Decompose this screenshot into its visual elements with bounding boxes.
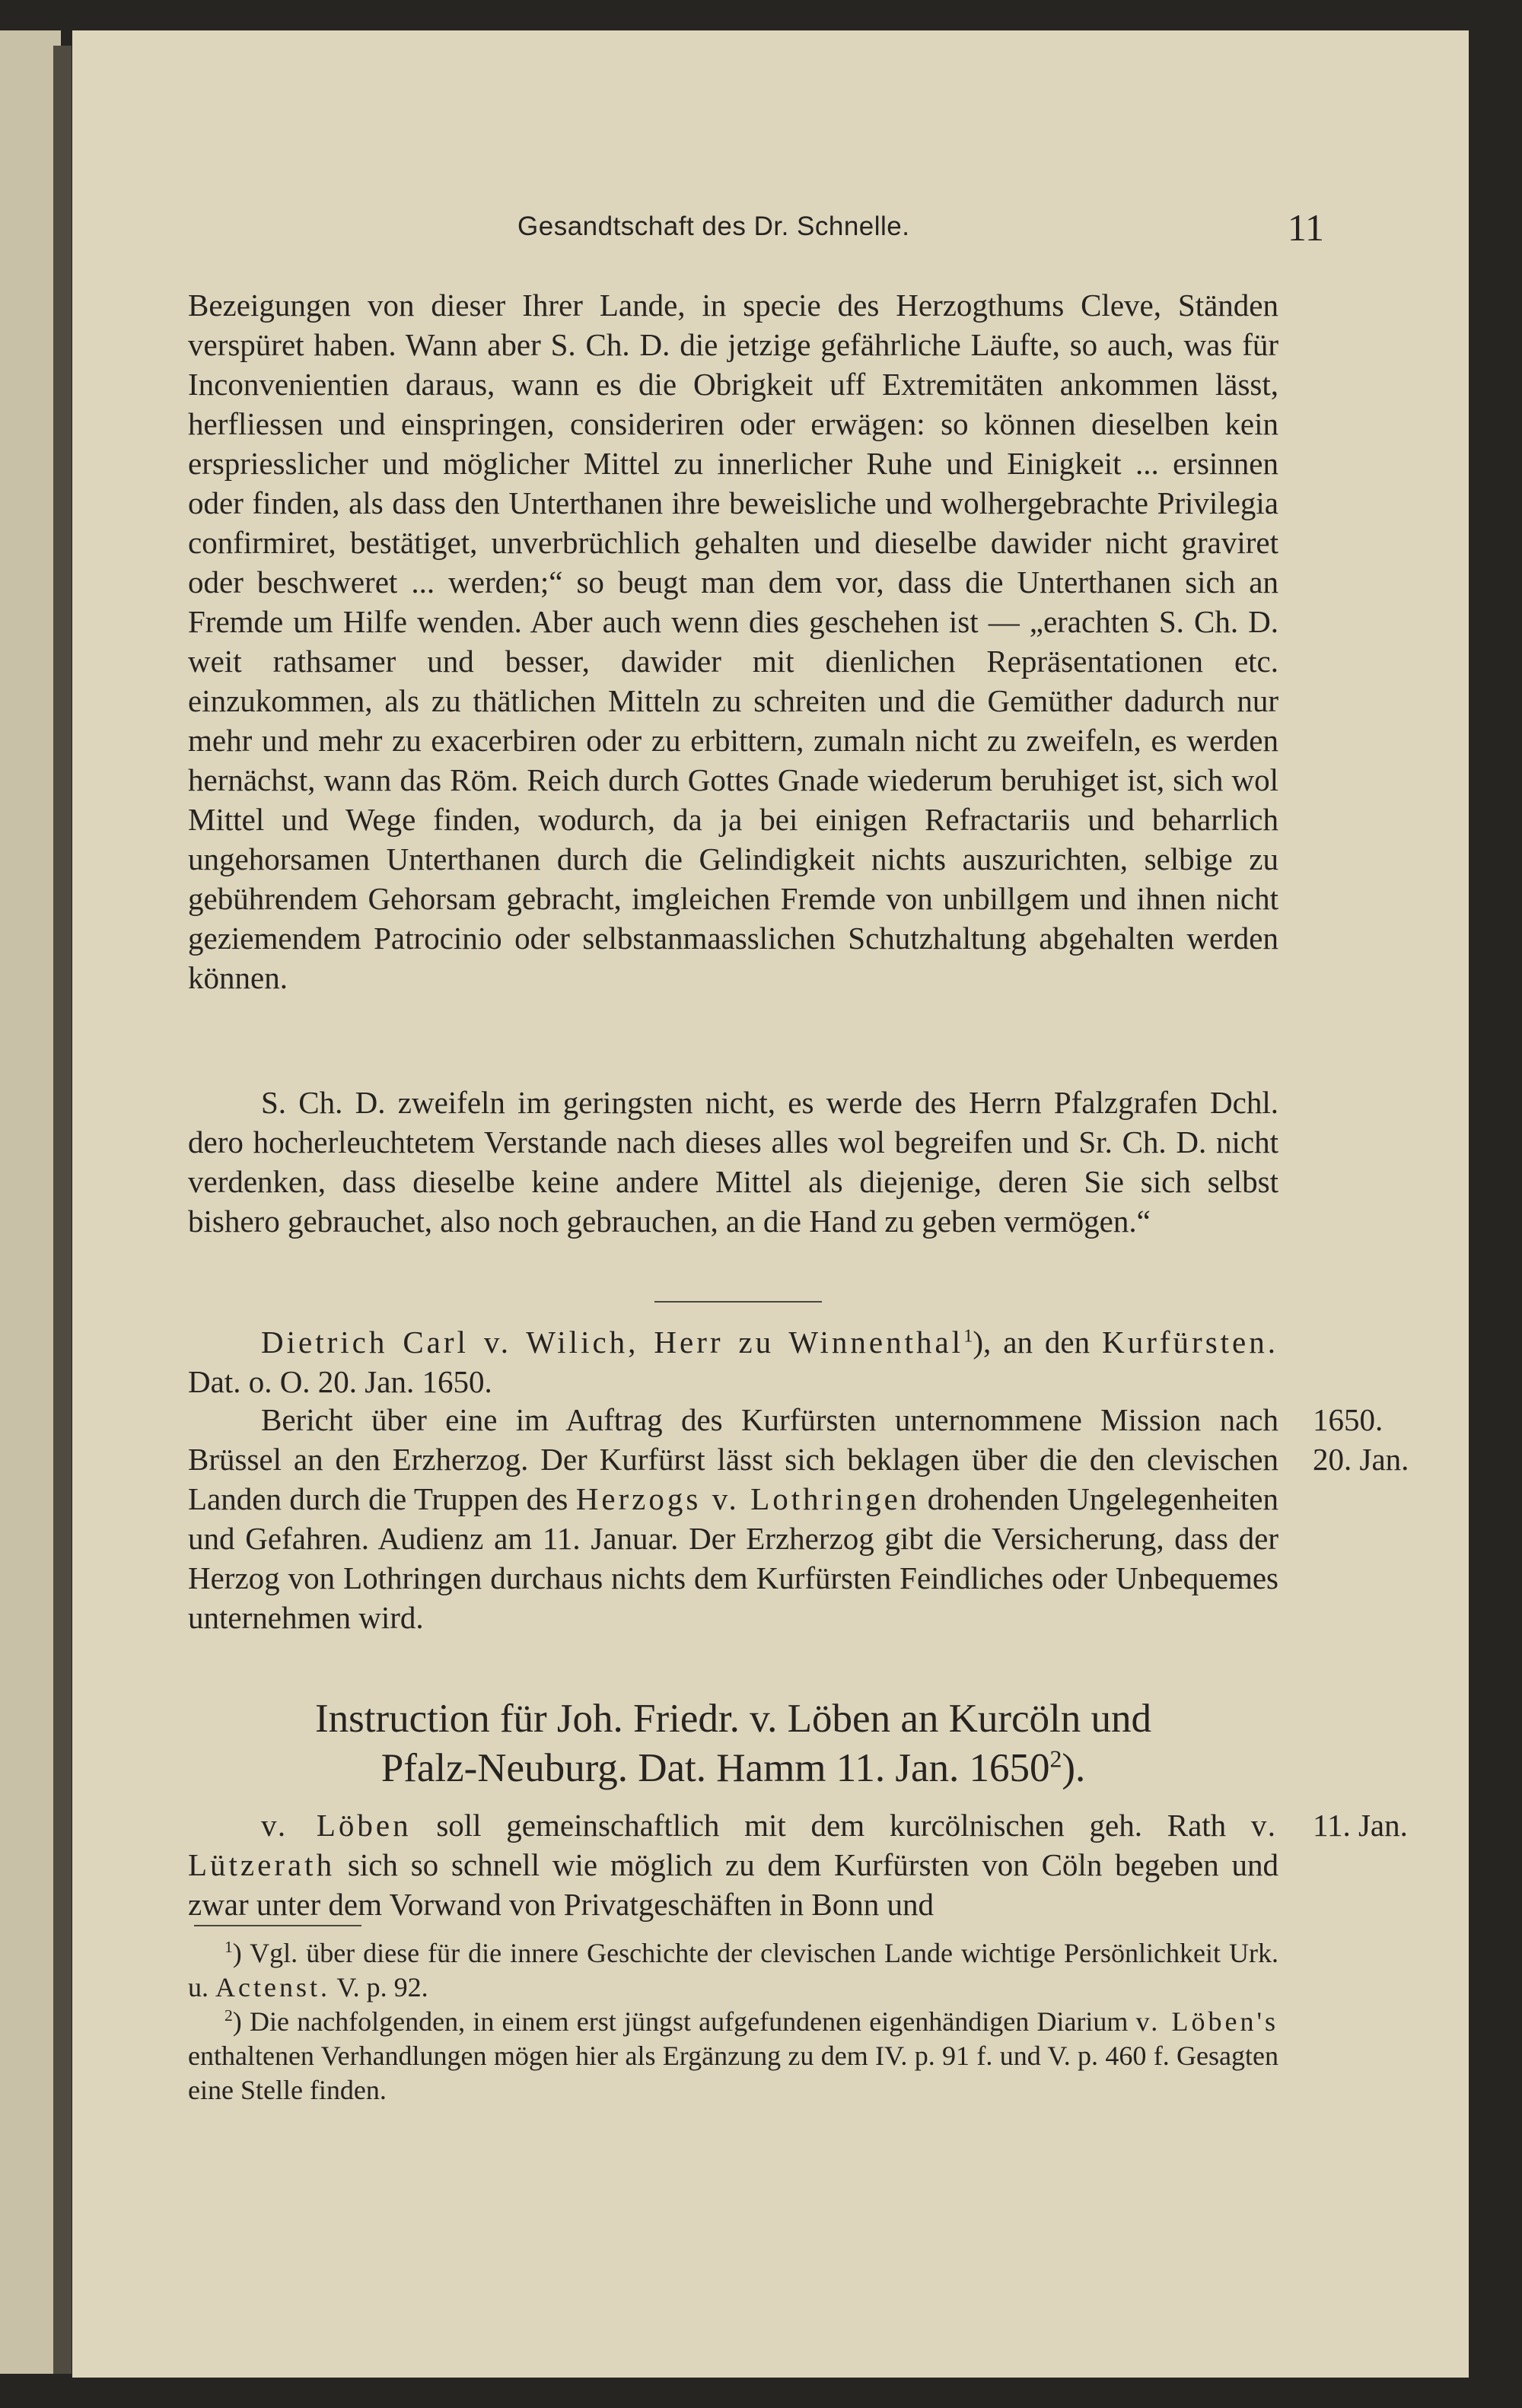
summary-paragraph [188, 1400, 1278, 1637]
section-title-line-2 [190, 1742, 1276, 1794]
footnote-text: V. p. 92. [330, 1972, 428, 2002]
paragraph [188, 1083, 1278, 1241]
margin-date: 11. Jan. [1313, 1808, 1408, 1843]
person-name: v. Löben [261, 1808, 412, 1843]
book-page [72, 30, 1469, 2378]
footnote [188, 2005, 1278, 2107]
section-title-line-1: Instruction für Joh. Friedr. v. Löben an Kurcöln und [314, 1697, 1152, 1741]
author-name: Dietrich Carl v. Wilich, Herr zu Winnenthal [261, 1325, 964, 1360]
paragraph-continued [188, 285, 1278, 997]
heading-text: ), an den [973, 1325, 1103, 1360]
previous-page-edge [0, 30, 61, 2374]
running-header: Gesandtschaft des Dr. Schnelle. [517, 212, 910, 241]
footnote-text: Actenst. [215, 1972, 330, 2002]
footnote-mark: 2 [224, 2006, 233, 2025]
summary-text: drohenden Ungelegenheiten und Gefahren. Audienz am 11. Januar. Der Erzherzog gibt die Versicherung, dass der Herzog von Lothringen durchaus nichts dem Kurfürsten Feindliches oder Unbequemes unternehmen wird. [188, 1481, 1278, 1635]
footnote-text: v. Löben's [1135, 2006, 1278, 2037]
page-number: 11 [1287, 206, 1324, 249]
footnote-ref: 1 [963, 1325, 973, 1347]
footnote-text: ) Vgl. über diese für die innere Geschichte der clevischen Lande wichtige Persönlichkeit Urk. u. [188, 1938, 1278, 2002]
paragraph [188, 1805, 1278, 1924]
footnote-text: ) Die nachfolgenden, in einem erst jüngst aufgefundenen eigenhändigen Diarium [232, 2006, 1136, 2037]
footnote [188, 1936, 1278, 2005]
paragraph-text: sich so schnell wie möglich zu dem Kurfürsten von Cöln begeben und zwar unter dem Vorwand von Privatgeschäften in Bonn und [188, 1847, 1278, 1922]
footnote-ref: 2 [1049, 1745, 1062, 1773]
document-date: Dat. o. O. 20. Jan. 1650. [188, 1364, 492, 1399]
summary-text: Bericht über eine im Auftrag des Kurfürsten unternommene Mission nach Brüssel an den Erzherzog. Der Kurfürst lässt sich beklagen über die den clevischen Landen durch die Truppen des [188, 1402, 1278, 1516]
margin-year: 1650. [1313, 1402, 1383, 1437]
margin-date: 20. Jan. [1313, 1442, 1409, 1477]
page-gutter [53, 46, 72, 2374]
paragraph-text: soll gemeinschaftlich mit dem kurcölnischen geh. Rath [411, 1808, 1251, 1843]
person-name: v. Lützerath [188, 1808, 1278, 1882]
recipient-name: Kurfürsten. [1102, 1325, 1278, 1360]
person-name: Herzogs v. Lothringen [575, 1481, 920, 1516]
footnote-text: enthaltenen Verhandlungen mögen hier als Ergänzung zu dem IV. p. 91 f. und V. p. 460 f. Gesagten eine Stelle finden. [188, 2041, 1278, 2105]
title-text: Pfalz-Neuburg. Dat. Hamm 11. Jan. 1650 [380, 1746, 1050, 1790]
footnote-divider [194, 1925, 361, 1926]
title-text: ). [1062, 1746, 1086, 1790]
paragraph-text: Bezeigungen von dieser Ihrer Lande, in specie des Herzogthums Cleve, Ständen verspüret haben. Wann aber S. Ch. D. die jetzige gefährliche Läufte, so auch, was für Inconvenientien daraus, wann es die Obrigkeit uff Extremitäten ankommen lässt, herfliessen und einspringen, consideriren oder erwägen: so können dieselben kein erspriesslicher und möglicher Mittel zu innerlicher Ruhe und Einigkeit ... ersinnen oder finden, als dass den Unterthanen ihre beweisliche und wolhergebrachte Privilegia confirmiret, bestätiget, unverbrüchlich gehalten und dieselbe dawider nicht graviret oder beschweret ... werden;“ so beugt man dem vor, dass die Unterthanen sich an Fremde um Hilfe wenden. Aber auch wenn dies geschehen ist — „erachten S. Ch. D. weit rathsamer und besser, dawider mit dienlichen Repräsentationen etc. einzukommen, als zu thätlichen Mitteln zu schreiten und die Gemüther dadurch nur mehr und mehr zu exacerbiren oder zu erbittern, zumaln nicht zu zweifeln, es werden hernächst, wann das Röm. Reich durch Gottes Gnade wiederum beruhiget ist, sich wol Mittel und Wege finden, wodurch, da ja bei einigen Refractariis und beharrlich ungehorsamen Unterthanen durch die Gelindigkeit nichts auszurichten, selbige zu gebührendem Gehorsam gebracht, imgleichen Fremde von unbillgem und ihnen nicht geziemendem Patrocinio oder selbstanmaasslichen Schutzhaltung abgehalten werden können. [188, 288, 1278, 995]
paragraph-text: S. Ch. D. zweifeln im geringsten nicht, es werde des Herrn Pfalzgrafen Dchl. dero hocherleuchtetem Verstande nach dieses alles wol begreifen und Sr. Ch. D. nicht verdenken, dass dieselbe keine andere Mittel als diejenige, deren Sie sich selbst bishero gebrauchet, also noch gebrauchen, an die Hand zu geben vermögen.“ [188, 1085, 1278, 1239]
document-heading [188, 1322, 1278, 1401]
section-divider [654, 1301, 822, 1303]
footnote-mark: 1 [224, 1938, 233, 1956]
